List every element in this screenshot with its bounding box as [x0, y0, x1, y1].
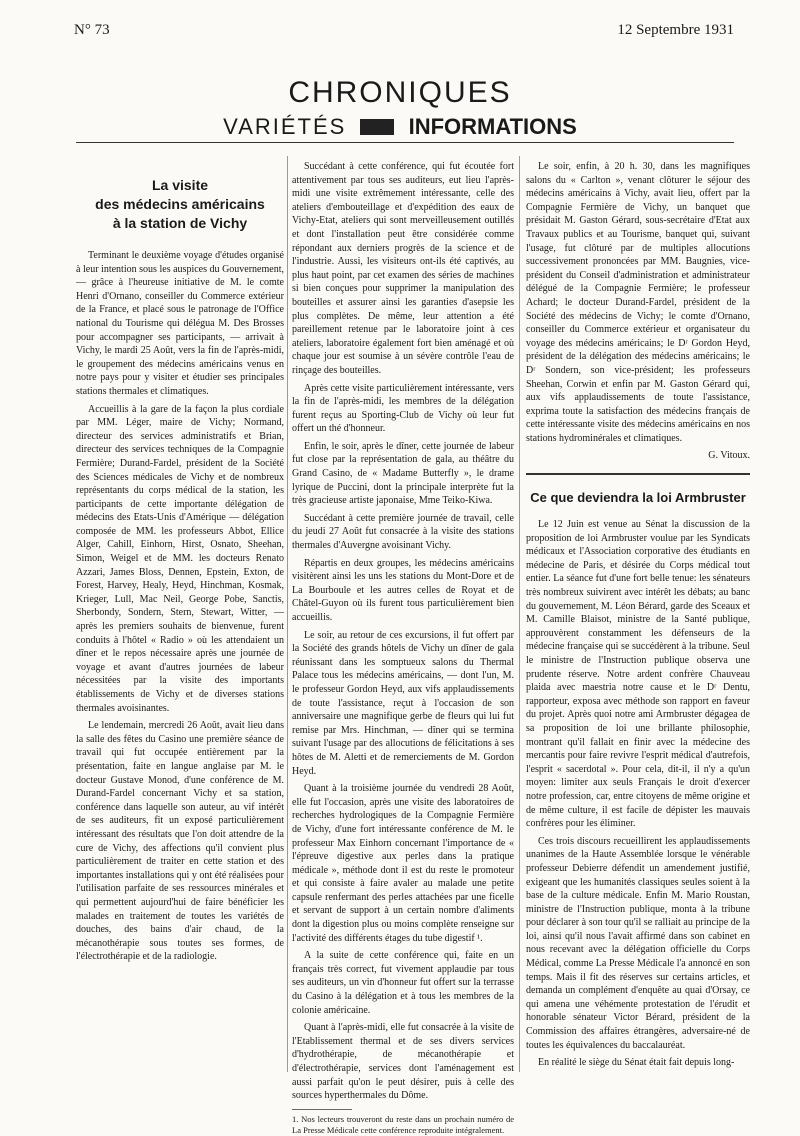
column-2 — [292, 160, 514, 1136]
masthead-title: CHRONIQUES — [288, 76, 512, 109]
paragraph: Après cette visite particulièrement intéressante, vers la fin de l'après-midi, les membres de la délégation furent reçus au Sporting-Club de Vichy où leur fut offert un thé d'honneur. — [292, 382, 514, 435]
masthead — [0, 76, 800, 140]
paragraph: Répartis en deux groupes, les médecins américains visitèrent ainsi les uns les stations du Mont-Dore et de La Bourboule et les autres celles de Royat et de Châtel-Guyon où ils furent tous particulièrement bien accueillis. — [292, 557, 514, 623]
article-title — [76, 176, 284, 233]
paragraph: En réalité le siège du Sénat était fait depuis long- — [538, 1057, 735, 1069]
signature: G. Vitoux. — [708, 450, 750, 462]
issue-date: 12 Septembre 1931 — [617, 22, 734, 38]
title-line: La visite — [151, 177, 209, 193]
column-3 — [526, 160, 750, 1074]
footnote: 1. Nos lecteurs trouveront du reste dans un prochain numéro de La Presse Médicale cette conférence reproduite intégralement. — [292, 1113, 514, 1135]
paragraph: Le soir, au retour de ces excursions, il fut offert par la Société des grands hôtels de Vichy un dîner de gala réunissant dans les somptueux salons du Thermal Palace tous les médecins américains, — dont l'un, M. le professeur Gordon Heyd, aux vifs applaudissements de toute l'assistance, reçut à l'occasion de son anniversaire une magnifique gerbe de fleurs qui lui fut remise par Mrs. Hinchman, — dîner qui se termina suivant l'usage par des allocutions de félicitations à ses hôtes de M. Aletti et de remerciements de M. Gordon Heyd. — [292, 629, 514, 777]
paragraph: Le soir, enfin, à 20 h. 30, dans les magnifiques salons du « Carlton », venant clôturer le séjour des médecins américains à Vichy, avait lieu, offert par la Compagnie Fermière de Vichy, un banquet que présidait M. Gaston Gérard, sous-secrétaire d'Etat aux Travaux publics et au Tourisme, banquet qui, suivant l'usage, fut clôturé par de multiples allocutions successivement prononcées par MM. Baugnies, vice-président du Conseil d'administration et administrateur délégué de la Compagnie Fermière; le professeur Achard; le docteur Durand-Fardel, président de la Société des médecins de Vichy; le comte d'Ornano, conseiller du Commerce extérieur et organisateur du voyage des médecins américains; le Dʳ Gordon Heyd, président de la délégation des médecins américains; le Dʳ Sondern, son vice-président; les professeurs Sheehan, Corwin et enfin par M. Gaston Gérard qui, aux vifs applaudissements de toute l'assistance, exprima toute la satisfaction des médecins français de cette intéressante visite des médecins américains en nos stations hydrominérales et climatiques. — [526, 161, 750, 444]
column-divider — [519, 156, 520, 1072]
paragraph: Terminant le deuxième voyage d'études organisé à leur intention sous les auspices du Gouvernement, — grâce à l'heureuse initiative de M. le comte Henri d'Ornano, conseiller du Commerce extérieur de la France, et placé sous le patronage de l'Office national du Tourisme qui délégua M. Des Brosses pour accompagner ses participants, — arrivait à Vichy, le mardi 25 Août, vers la fin de l'après-midi, le groupement des médecins américains venus en notre pays pour y visiter et étudier ses principales stations thermales et climatiques. — [76, 250, 284, 397]
column-1 — [76, 160, 284, 968]
column-divider — [287, 156, 288, 1072]
paragraph: Enfin, le soir, après le dîner, cette journée de labeur fut close par la représentation de gala, au théâtre du Grand Casino, de « Madame Butterfly », le drame lyrique de Puccini, dont la principale interprète fut la très gracieuse artiste japonaise, Mme Teiko-Kiwa. — [292, 440, 514, 507]
paragraph: Succédant à cette conférence, qui fut écoutée fort attentivement par tous ses auditeurs, eut lieu l'après-midi une visite extrêmement intéressante, celle des ateliers d'embouteillage et d'expédition des eaux de Vichy-Etat, ateliers qui sont merveilleusement outillés et dont l'installation peut être considérée comme répondant aux derniers progrès de la science et de l'industrie. Aussi, les visiteurs ont-ils été captivés, au plus haut point, par cet examen des séries de machines si bien conçues pour supprimer la manipulation des bouteilles et assurer ainsi les garanties d'asepsie les plus complètes. De même, leur attention a été pareillement retenue par le laboratoire joint à ces ateliers, laboratoire également fort bien aménagé et où chaque jour est soumise à un sévère contrôle l'eau de rinçage des bouteilles. — [292, 161, 514, 376]
paragraph: Le lendemain, mercredi 26 Août, avait lieu dans la salle des fêtes du Casino une première séance de travail qui fut occupée entièrement par la présentation, faite en langue anglaise par M. le docteur Gustave Monod, d'une conférence de M. Durand-Fardel concernant Vichy et sa station, conférence dans laquelle son auteur, au vif intérêt de ses auditeurs, fit un exposé particulièrement intéressant des résultats que l'on doit attendre de la cure de Vichy, des affections qu'il convient plus particulièrement de traiter en cette station et des importantes installations qui y ont été réalisées pour l'utilisation parfaite de ses ressources minérales et qui permettent aujourd'hui de faire bénéficier les malades en traitement de toutes les variétés de douches, des bains d'air chaud, de la mécanothérapie sous toutes ses formes, de l'électrothérapie et de la radiologie. — [76, 720, 285, 963]
paragraph: Accueillis à la gare de la façon la plus cordiale par MM. Léger, maire de Vichy; Normand, directeur des services administratifs et Brian, directeur des services techniques de la Compagnie Fermière; Durand-Fardel, président de la Société des Sciences médicales de Vichy et de nombreux représentants du corps médical de la station, les participants de cette importante délégation de médecins des Etats-Unis d'Amérique — délégation composée de MM. les professeurs Abbot, Ellice Alger, Cahill, Einhorn, Hirst, Osnato, Sheehan, Simon, Weigel et de MM. les docteurs Renato Azzari, James Bloss, Dennen, Epstein, Exton, de Forest, Harvey, Healy, Heyd, Hinchman, Kosmak, Krieger, Lull, Mac Neil, George Pobe, Sanctis, Sherbondy, Sondern, Stern, Stewart, Witter, — après les premiers souhaits de bienvenue, furent conduits à l'hôtel « Radio » où les attendaient un dîner et le repos nécessaire après une journée de voyage et avant d'autres journées de labeur nécessitées par la visite des importants établissements de Vichy et de diverses stations thermales avoisinantes. — [76, 403, 284, 714]
article-title: Ce que deviendra la loi Armbruster — [530, 490, 746, 506]
paragraph: Succédant à cette première journée de travail, celle du jeudi 27 Août fut consacrée à la visite des stations thermales d'Auvergne avoisinant Vichy. — [292, 512, 514, 552]
ornament-icon — [360, 119, 394, 135]
paragraph: A la suite de cette conférence qui, faite en un français très correct, fut vivement applaudie par tous ses auditeurs, un vin d'honneur fut offert sur la terrasse du Casino à la délégation et à tous les membres de la colonie américaine. — [292, 950, 514, 1016]
masthead-informations: INFORMATIONS — [408, 114, 577, 139]
issue-number: N° 73 — [74, 22, 110, 38]
article-separator — [526, 473, 750, 475]
header-rule — [76, 142, 734, 143]
paragraph: Quant à la troisième journée du vendredi 28 Août, elle fut l'occasion, après une visite des laboratoires de recherches hydrologiques de la Compagnie Fermière de Vichy, d'une fort intéressante conférence de M. le professeur Max Einhorn concernant l'importance de « l'épreuve digestive aux perles dans la pratique médicale », méthode dont il est du reste le promoteur et qui consiste à faire avaler au malade une petite capsule renfermant des perles attachées par une ficelle et servant de support à un certain nombre d'aliments dont la digestion plus ou moins complète renseigne sur l'activité des différents étages du tube digestif ¹. — [292, 783, 514, 944]
paragraph: Ces trois discours recueillirent les applaudissements unanimes de la Haute Assemblée lorsque le vénérable professeur Debierre défendit un amendement justifié, exigeant que les humanités classiques seules soient à la base de la culture médicale. Enfin M. Mario Roustan, ministre de l'Instruction publique, monta à la tribune pour déclarer à son tour qu'il se ralliait au principe de la loi, ainsi qu'il nous l'avait affirmé dans son cabinet en nous recevant avec la délégation officielle du Corps Médical, comme La Presse Médicale l'a annoncé en son temps. Mais il fit des réserves sur certains articles, et demanda un complément d'enquête au quai d'Orsay, ce qui amena une véhémente protestation de l'érudit et honorable sénateur Victor Bérard, président de la Commission des affaires étrangères, adversaire-né de toutes les équivalences du baccalauréat. — [526, 835, 750, 1051]
title-line: à la station de Vichy — [112, 215, 248, 231]
masthead-subtitle — [0, 114, 800, 140]
footnote-rule — [292, 1109, 352, 1110]
paragraph: Le 12 Juin est venue au Sénat la discussion de la proposition de loi Armbruster voulue par les Syndicats médicaux et l'Association corporative des étudiants en médecine de Paris, et désirée du Corps médical tout entier. La séance fut d'une fort belle tenue: les sénateurs très nombreux suivirent avec intérêt les débats; au banc du gouvernement, M. Léon Bérard, garde des Sceaux et M. Camille Blaisot, ministre de la Santé publique, approuvèrent constamment les défenseurs de la médecine française qui se succédèrent à la tribune. Seul le ministre de l'Instruction publique observa une prudente réserve. Notre ardent confrère Chauveau plaida avec maestria notre cause et le Dʳ Dentu, rapporteur, exposa avec méthode son rapport en faveur du projet. Après quoi notre ami Armbruster dégagea de sa proposition de loi une brillante philosophie, montrant qu'il fallait en finir avec la médecine des mercantis pour faire revivre l'esprit médical d'autrefois, l'esprit « sacerdotal ». Pour cela, dit-il, il n'y a qu'un moyen: limiter aux seuls Français le droit d'exercer notre profession, car, entre citoyens de même origine et de même culture, il est facile de dépister les mauvais confrères pour les éliminer. — [526, 519, 750, 830]
paragraph: Quant à l'après-midi, elle fut consacrée à la visite de l'Etablissement thermal et de ses divers services d'hydrothérapie, de mécanothérapie et d'électrothérapie, services dont l'aménagement est aussi parfait qu'on le peut désirer, puis à celle des sources hyperthermales du Dôme. — [292, 1022, 514, 1102]
title-line: des médecins américains — [95, 196, 265, 212]
masthead-varietes: VARIÉTÉS — [223, 114, 347, 139]
